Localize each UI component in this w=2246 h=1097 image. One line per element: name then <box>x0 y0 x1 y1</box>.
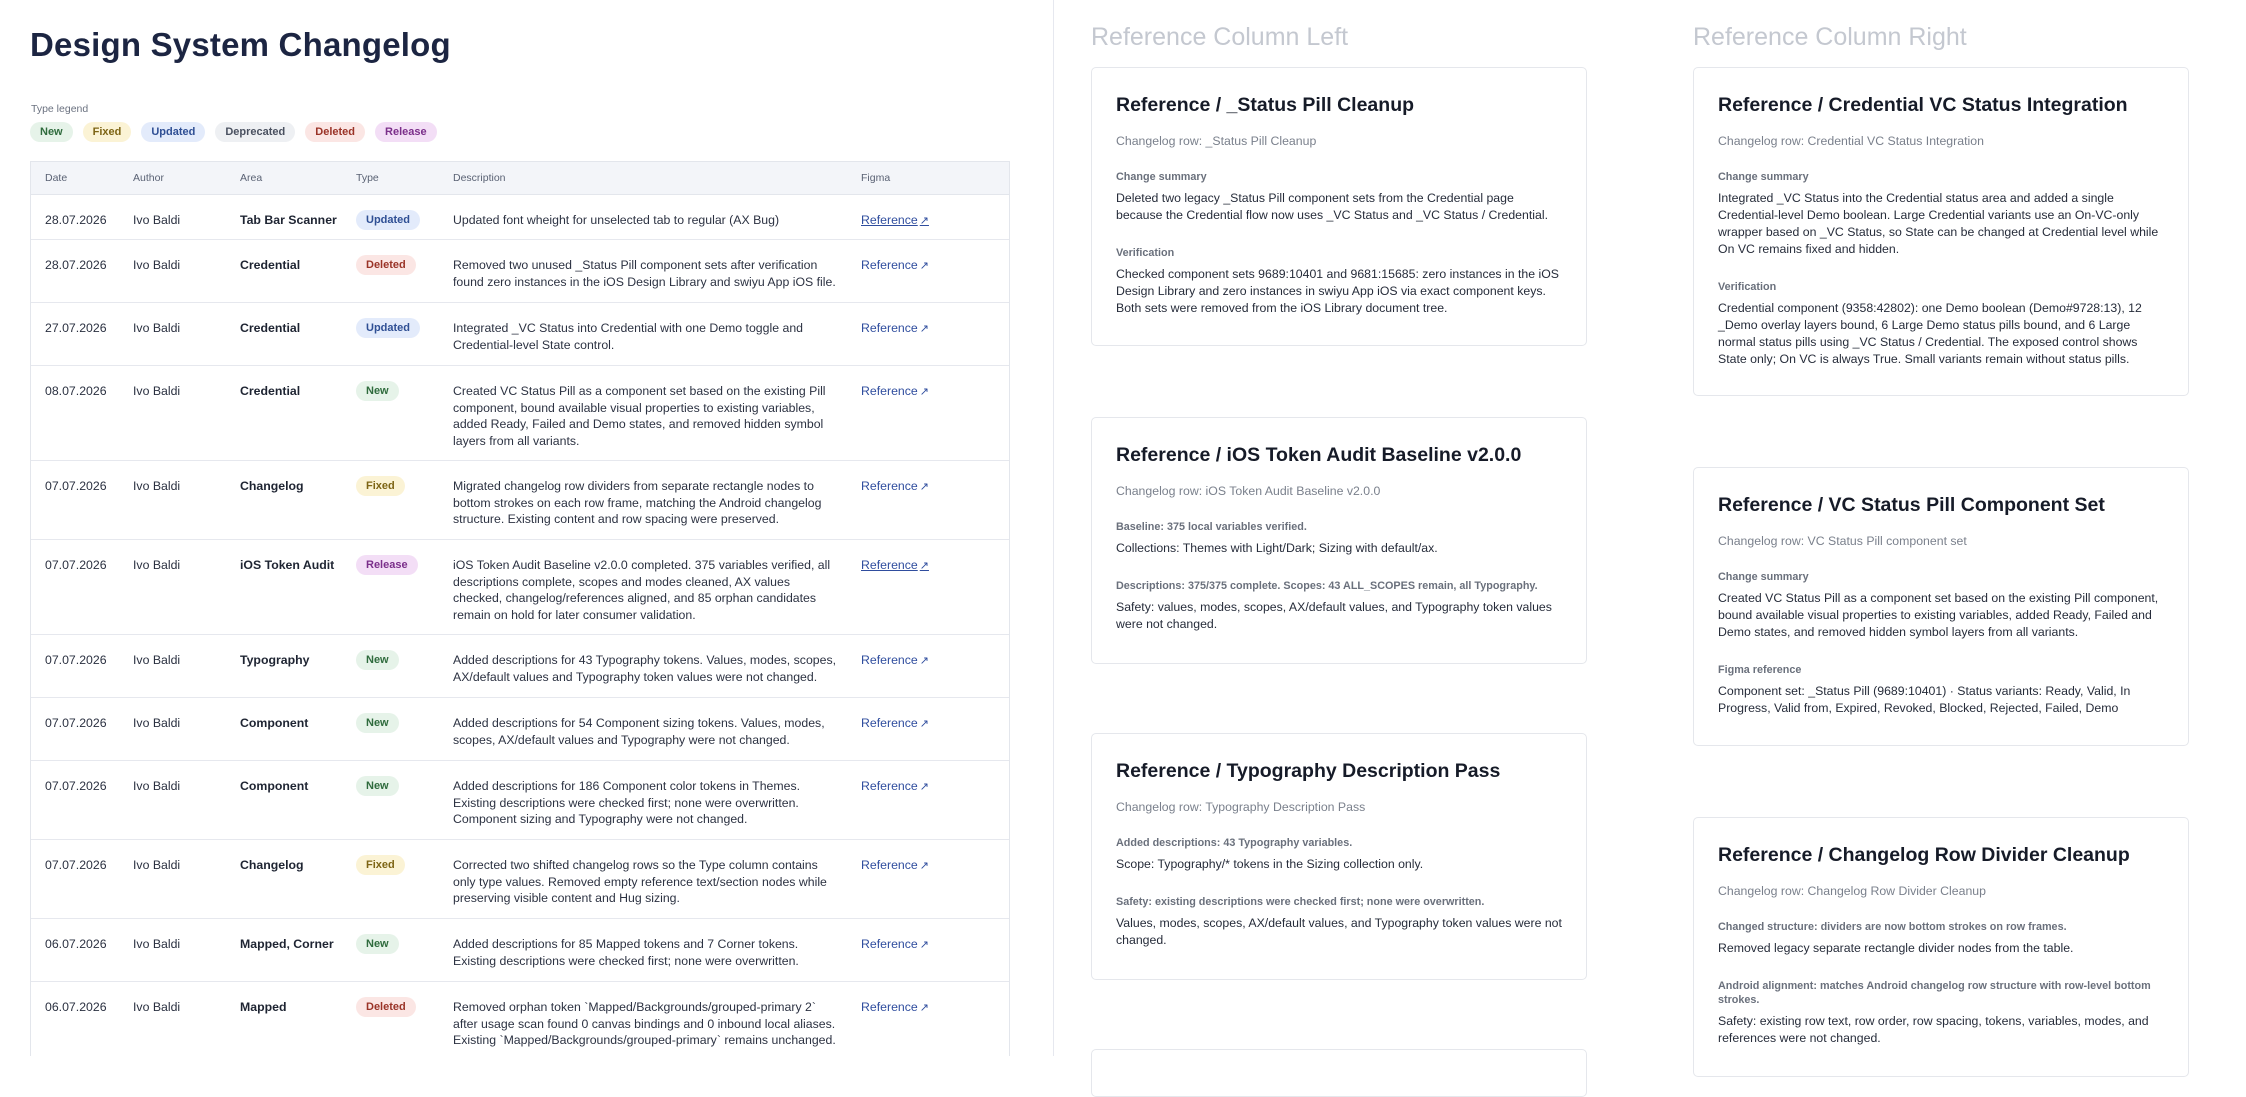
table-header <box>31 162 1009 195</box>
row-type-cell <box>342 540 439 575</box>
row-figma-cell <box>847 240 1009 275</box>
type-badge: Release <box>356 555 418 575</box>
reference-section-label: Descriptions: 375/375 complete. Scopes: 43 ALL_SCOPES remain, all Typography. <box>1116 580 1538 592</box>
row-description: Migrated changelog row dividers from separate rectangle nodes to bottom strokes on each row frame, matching the Android changelog structure. Existing content and row spacing were preserved. <box>453 479 822 526</box>
reference-section-label: Changed structure: dividers are now bottom strokes on row frames. <box>1718 921 2067 933</box>
reference-card <box>1693 817 2189 1077</box>
changelog-table <box>30 161 1010 1056</box>
row-figma-cell <box>847 635 1009 670</box>
reference-card-subtitle: Changelog row: Typography Description Pass <box>1116 800 1366 814</box>
reference-section-body: Scope: Typography/* tokens in the Sizing collection only. <box>1116 857 1424 871</box>
row-author: Ivo Baldi <box>133 1000 181 1014</box>
row-type-cell <box>342 761 439 796</box>
reference-card <box>1091 417 1587 664</box>
type-badge: Fixed <box>356 855 405 875</box>
row-date: 07.07.2026 <box>45 858 107 872</box>
reference-section-label: Safety: existing descriptions were checked first; none were overwritten. <box>1116 896 1485 908</box>
reference-section-label: Android alignment: matches Android changelog row structure with row-level bottom strokes. <box>1718 980 2151 1006</box>
row-figma-cell <box>847 919 1009 954</box>
reference-link-label: Reference <box>861 384 918 398</box>
row-author: Ivo Baldi <box>133 558 181 572</box>
row-figma-cell <box>847 982 1009 1017</box>
reference-column-left-title: Reference Column Left <box>1091 23 1349 51</box>
row-area: Credential <box>240 384 301 398</box>
row-date: 07.07.2026 <box>45 558 107 572</box>
row-date: 06.07.2026 <box>45 1000 107 1014</box>
reference-section-label: Change summary <box>1718 171 1809 183</box>
reference-card-subtitle: Changelog row: Credential VC Status Integration <box>1718 134 1984 148</box>
type-legend <box>30 122 437 142</box>
row-area: iOS Token Audit <box>240 558 335 572</box>
reference-section-label: Added descriptions: 43 Typography variables. <box>1116 837 1353 849</box>
table-row <box>31 635 1009 698</box>
row-type-cell <box>342 698 439 733</box>
row-author: Ivo Baldi <box>133 858 181 872</box>
reference-link-label: Reference <box>861 479 918 493</box>
row-type-cell <box>342 366 439 401</box>
reference-card <box>1091 67 1587 346</box>
row-type-cell <box>342 635 439 670</box>
row-area: Changelog <box>240 858 304 872</box>
row-description: Corrected two shifted changelog rows so the Type column contains only type values. Removed empty reference text/section nodes while preserving visible content and Hug sizing. <box>453 858 827 905</box>
changelog-panel <box>0 0 1054 1056</box>
row-description: Updated font wheight for unselected tab to regular (AX Bug) <box>453 213 780 227</box>
row-figma-cell <box>847 303 1009 338</box>
reference-card-title: Reference / Credential VC Status Integration <box>1718 94 2128 116</box>
row-date: 07.07.2026 <box>45 779 107 793</box>
legend-pill-deleted: Deleted <box>305 122 365 142</box>
row-date: 07.07.2026 <box>45 479 107 493</box>
row-date: 08.07.2026 <box>45 384 107 398</box>
reference-link-label: Reference <box>861 858 918 872</box>
external-link-icon: ↗ <box>919 260 929 272</box>
reference-link[interactable] <box>861 779 929 793</box>
header-area: Area <box>240 172 263 184</box>
reference-section-body: Checked component sets 9689:10401 and 9681:15685: zero instances in the iOS Design Library and zero instances in swiyu App iOS via exact component keys. Both sets were removed from the iOS Library document tree. <box>1116 267 1559 315</box>
row-date: 06.07.2026 <box>45 937 107 951</box>
reference-card <box>1091 1049 1587 1097</box>
legend-pill-deprecated: Deprecated <box>215 122 295 142</box>
reference-section-label: Change summary <box>1718 571 1809 583</box>
row-type-cell <box>342 195 439 230</box>
reference-card-subtitle: Changelog row: VC Status Pill component set <box>1718 534 1967 548</box>
reference-section-body: Safety: existing row text, row order, row spacing, tokens, variables, modes, and references were not changed. <box>1718 1014 2149 1045</box>
row-description: Removed orphan token `Mapped/Backgrounds/grouped-primary 2` after usage scan found 0 canvas bindings and 0 inbound local aliases. Existing `Mapped/Backgrounds/grouped-primary` remains unchanged. <box>453 1000 836 1047</box>
row-author: Ivo Baldi <box>133 384 181 398</box>
row-date: 27.07.2026 <box>45 321 107 335</box>
row-figma-cell <box>847 840 1009 875</box>
table-row <box>31 698 1009 761</box>
reference-card <box>1091 733 1587 980</box>
row-area: Typography <box>240 653 310 667</box>
table-row <box>31 366 1009 461</box>
row-author: Ivo Baldi <box>133 258 181 272</box>
reference-link[interactable] <box>861 384 929 398</box>
external-link-icon: ↗ <box>919 386 929 398</box>
legend-pill-new: New <box>30 122 73 142</box>
row-description: Created VC Status Pill as a component set based on the existing Pill component, bound available visual properties to existing variables, added Ready, Failed and Demo states, and removed hidden symbol layers from all variants. <box>453 384 826 448</box>
reference-link-label: Reference <box>861 258 918 272</box>
row-description: Integrated _VC Status into Credential with one Demo toggle and Credential-level State control. <box>453 321 803 352</box>
row-figma-cell <box>847 761 1009 796</box>
row-description: Added descriptions for 186 Component color tokens in Themes. Existing descriptions were checked first; none were overwritten. Component sizing and Typography were not changed. <box>453 779 801 826</box>
row-description: Added descriptions for 54 Component sizing tokens. Values, modes, scopes, AX/default values and Typography were not changed. <box>453 716 825 747</box>
reference-link[interactable] <box>861 653 929 667</box>
reference-section-label: Change summary <box>1116 171 1207 183</box>
row-description: Added descriptions for 43 Typography tokens. Values, modes, scopes, AX/default values and Typography token values were not changed. <box>453 653 837 684</box>
legend-pill-fixed: Fixed <box>83 122 132 142</box>
external-link-icon: ↗ <box>919 481 929 493</box>
reference-card-subtitle: Changelog row: _Status Pill Cleanup <box>1116 134 1317 148</box>
reference-link[interactable] <box>861 258 929 272</box>
type-badge: Deleted <box>356 255 416 275</box>
type-badge: New <box>356 650 399 670</box>
external-link-icon: ↗ <box>919 939 929 951</box>
reference-link[interactable] <box>861 213 929 227</box>
external-link-icon: ↗ <box>919 323 929 335</box>
reference-link[interactable] <box>861 937 929 951</box>
reference-link[interactable] <box>861 479 929 493</box>
table-row <box>31 982 1009 1056</box>
reference-card-title: Reference / _Status Pill Cleanup <box>1116 94 1415 116</box>
type-badge: Fixed <box>356 476 405 496</box>
reference-link-label: Reference <box>861 937 918 951</box>
reference-link-label: Reference <box>861 558 918 572</box>
reference-section-body: Deleted two legacy _Status Pill component sets from the Credential page because the Credential flow now uses _VC Status and _VC Status / Credential. <box>1116 191 1549 222</box>
reference-section-label: Baseline: 375 local variables verified. <box>1116 521 1307 533</box>
table-row <box>31 240 1009 303</box>
legend-label: Type legend <box>31 103 89 115</box>
row-author: Ivo Baldi <box>133 937 181 951</box>
reference-section-body: Integrated _VC Status into the Credential status area and added a single Credential-level Demo boolean. Large Credential variants use an On-VC-only wrapper based on _VC Status, so State can be changed at Credential level while On VC remains fixed and hidden. <box>1718 191 2159 256</box>
reference-card-subtitle: Changelog row: Changelog Row Divider Cleanup <box>1718 884 1986 898</box>
external-link-icon: ↗ <box>919 718 929 730</box>
reference-link[interactable] <box>861 321 929 335</box>
reference-card <box>1693 67 2189 396</box>
row-figma-cell <box>847 366 1009 401</box>
type-badge: New <box>356 934 399 954</box>
row-area: Component <box>240 779 309 793</box>
reference-link[interactable] <box>861 716 929 730</box>
row-area: Mapped, Corner <box>240 937 334 951</box>
row-area: Tab Bar Scanner <box>240 213 337 227</box>
external-link-icon: ↗ <box>919 655 929 667</box>
row-type-cell <box>342 240 439 275</box>
reference-section-label: Verification <box>1718 281 1777 293</box>
row-type-cell <box>342 303 439 338</box>
reference-section-body: Removed legacy separate rectangle divider nodes from the table. <box>1718 941 2074 955</box>
row-figma-cell <box>847 195 1009 230</box>
row-author: Ivo Baldi <box>133 213 181 227</box>
row-area: Component <box>240 716 309 730</box>
reference-column-right-title: Reference Column Right <box>1693 23 1967 51</box>
type-badge: New <box>356 713 399 733</box>
row-date: 28.07.2026 <box>45 213 107 227</box>
row-date: 28.07.2026 <box>45 258 107 272</box>
reference-card-title: Reference / iOS Token Audit Baseline v2.0.0 <box>1116 444 1522 466</box>
reference-section-body: Values, modes, scopes, AX/default values, and Typography token values were not changed. <box>1116 916 1562 947</box>
row-author: Ivo Baldi <box>133 653 181 667</box>
row-type-cell <box>342 919 439 954</box>
row-description: iOS Token Audit Baseline v2.0.0 completed. 375 variables verified, all descriptions complete, scopes and modes cleaned, AX values checked, changelog/references aligned, and 85 orphan candidates remain on hold for later consumer validation. <box>453 558 831 622</box>
reference-link[interactable] <box>861 858 929 872</box>
row-type-cell <box>342 461 439 496</box>
table-row <box>31 840 1009 919</box>
row-author: Ivo Baldi <box>133 479 181 493</box>
page-title: Design System Changelog <box>30 26 451 63</box>
external-link-icon: ↗ <box>919 215 929 227</box>
reference-card-title: Reference / Typography Description Pass <box>1116 760 1501 782</box>
row-type-cell <box>342 840 439 875</box>
external-link-icon: ↗ <box>919 781 929 793</box>
header-type: Type <box>356 172 379 184</box>
table-row <box>31 761 1009 840</box>
row-figma-cell <box>847 698 1009 733</box>
table-row <box>31 195 1009 240</box>
reference-link-label: Reference <box>861 1000 918 1014</box>
reference-section-body: Component set: _Status Pill (9689:10401) · Status variants: Ready, Valid, In Progress, Valid from, Expired, Revoked, Blocked, Rejected, Failed, Demo <box>1718 684 2131 715</box>
type-badge: New <box>356 381 399 401</box>
type-badge: New <box>356 776 399 796</box>
reference-link-label: Reference <box>861 213 918 227</box>
legend-pill-updated: Updated <box>141 122 205 142</box>
external-link-icon: ↗ <box>919 560 929 572</box>
row-area: Mapped <box>240 1000 287 1014</box>
row-author: Ivo Baldi <box>133 716 181 730</box>
reference-card-title: Reference / VC Status Pill Component Set <box>1718 494 2105 516</box>
row-date: 07.07.2026 <box>45 653 107 667</box>
row-date: 07.07.2026 <box>45 716 107 730</box>
reference-link[interactable] <box>861 1000 929 1014</box>
row-type-cell <box>342 982 439 1017</box>
legend-pill-release: Release <box>375 122 437 142</box>
reference-section-body: Safety: values, modes, scopes, AX/default values, and Typography token values were not changed. <box>1116 600 1552 631</box>
reference-link-label: Reference <box>861 653 918 667</box>
row-area: Changelog <box>240 479 304 493</box>
reference-link-label: Reference <box>861 716 918 730</box>
type-badge: Updated <box>356 318 420 338</box>
row-description: Added descriptions for 85 Mapped tokens and 7 Corner tokens. Existing descriptions were checked first; none were overwritten. <box>453 937 799 968</box>
external-link-icon: ↗ <box>919 1002 929 1014</box>
reference-section-body: Created VC Status Pill as a component set based on the existing Pill component, bound available visual properties to existing variables, added Ready, Failed and Demo states, and removed hidden symbol layers from all variants. <box>1718 591 2159 639</box>
header-author: Author <box>133 172 164 184</box>
table-row <box>31 461 1009 540</box>
reference-card <box>1693 467 2189 746</box>
reference-link-label: Reference <box>861 779 918 793</box>
row-figma-cell <box>847 461 1009 496</box>
reference-card-subtitle: Changelog row: iOS Token Audit Baseline v2.0.0 <box>1116 484 1381 498</box>
reference-section-body: Credential component (9358:42802): one Demo boolean (Demo#9728:13), 12 _Demo overlay layers bound, 6 Large Demo status pills bound, and 6 Large normal status pills using _VC Status / Credential. The exposed control shows State only; On VC is always True. Small variants remain without status pills. <box>1718 301 2142 366</box>
header-figma: Figma <box>861 172 891 184</box>
row-figma-cell <box>847 540 1009 575</box>
table-row <box>31 303 1009 366</box>
table-body <box>31 195 1009 1056</box>
type-badge: Deleted <box>356 997 416 1017</box>
reference-section-label: Figma reference <box>1718 664 1802 676</box>
row-author: Ivo Baldi <box>133 321 181 335</box>
reference-card-title: Reference / Changelog Row Divider Cleanup <box>1718 844 2130 866</box>
reference-section-body: Collections: Themes with Light/Dark; Sizing with default/ax. <box>1116 541 1438 555</box>
type-badge: Updated <box>356 210 420 230</box>
row-area: Credential <box>240 258 301 272</box>
external-link-icon: ↗ <box>919 860 929 872</box>
header-date: Date <box>45 172 68 184</box>
row-author: Ivo Baldi <box>133 779 181 793</box>
reference-link-label: Reference <box>861 321 918 335</box>
table-row <box>31 540 1009 635</box>
reference-link[interactable] <box>861 558 929 572</box>
row-area: Credential <box>240 321 301 335</box>
row-description: Removed two unused _Status Pill component sets after verification found zero instances in the iOS Design Library and swiyu App iOS file. <box>453 258 836 289</box>
table-row <box>31 919 1009 982</box>
reference-section-label: Verification <box>1116 247 1175 259</box>
header-description: Description <box>453 172 506 184</box>
